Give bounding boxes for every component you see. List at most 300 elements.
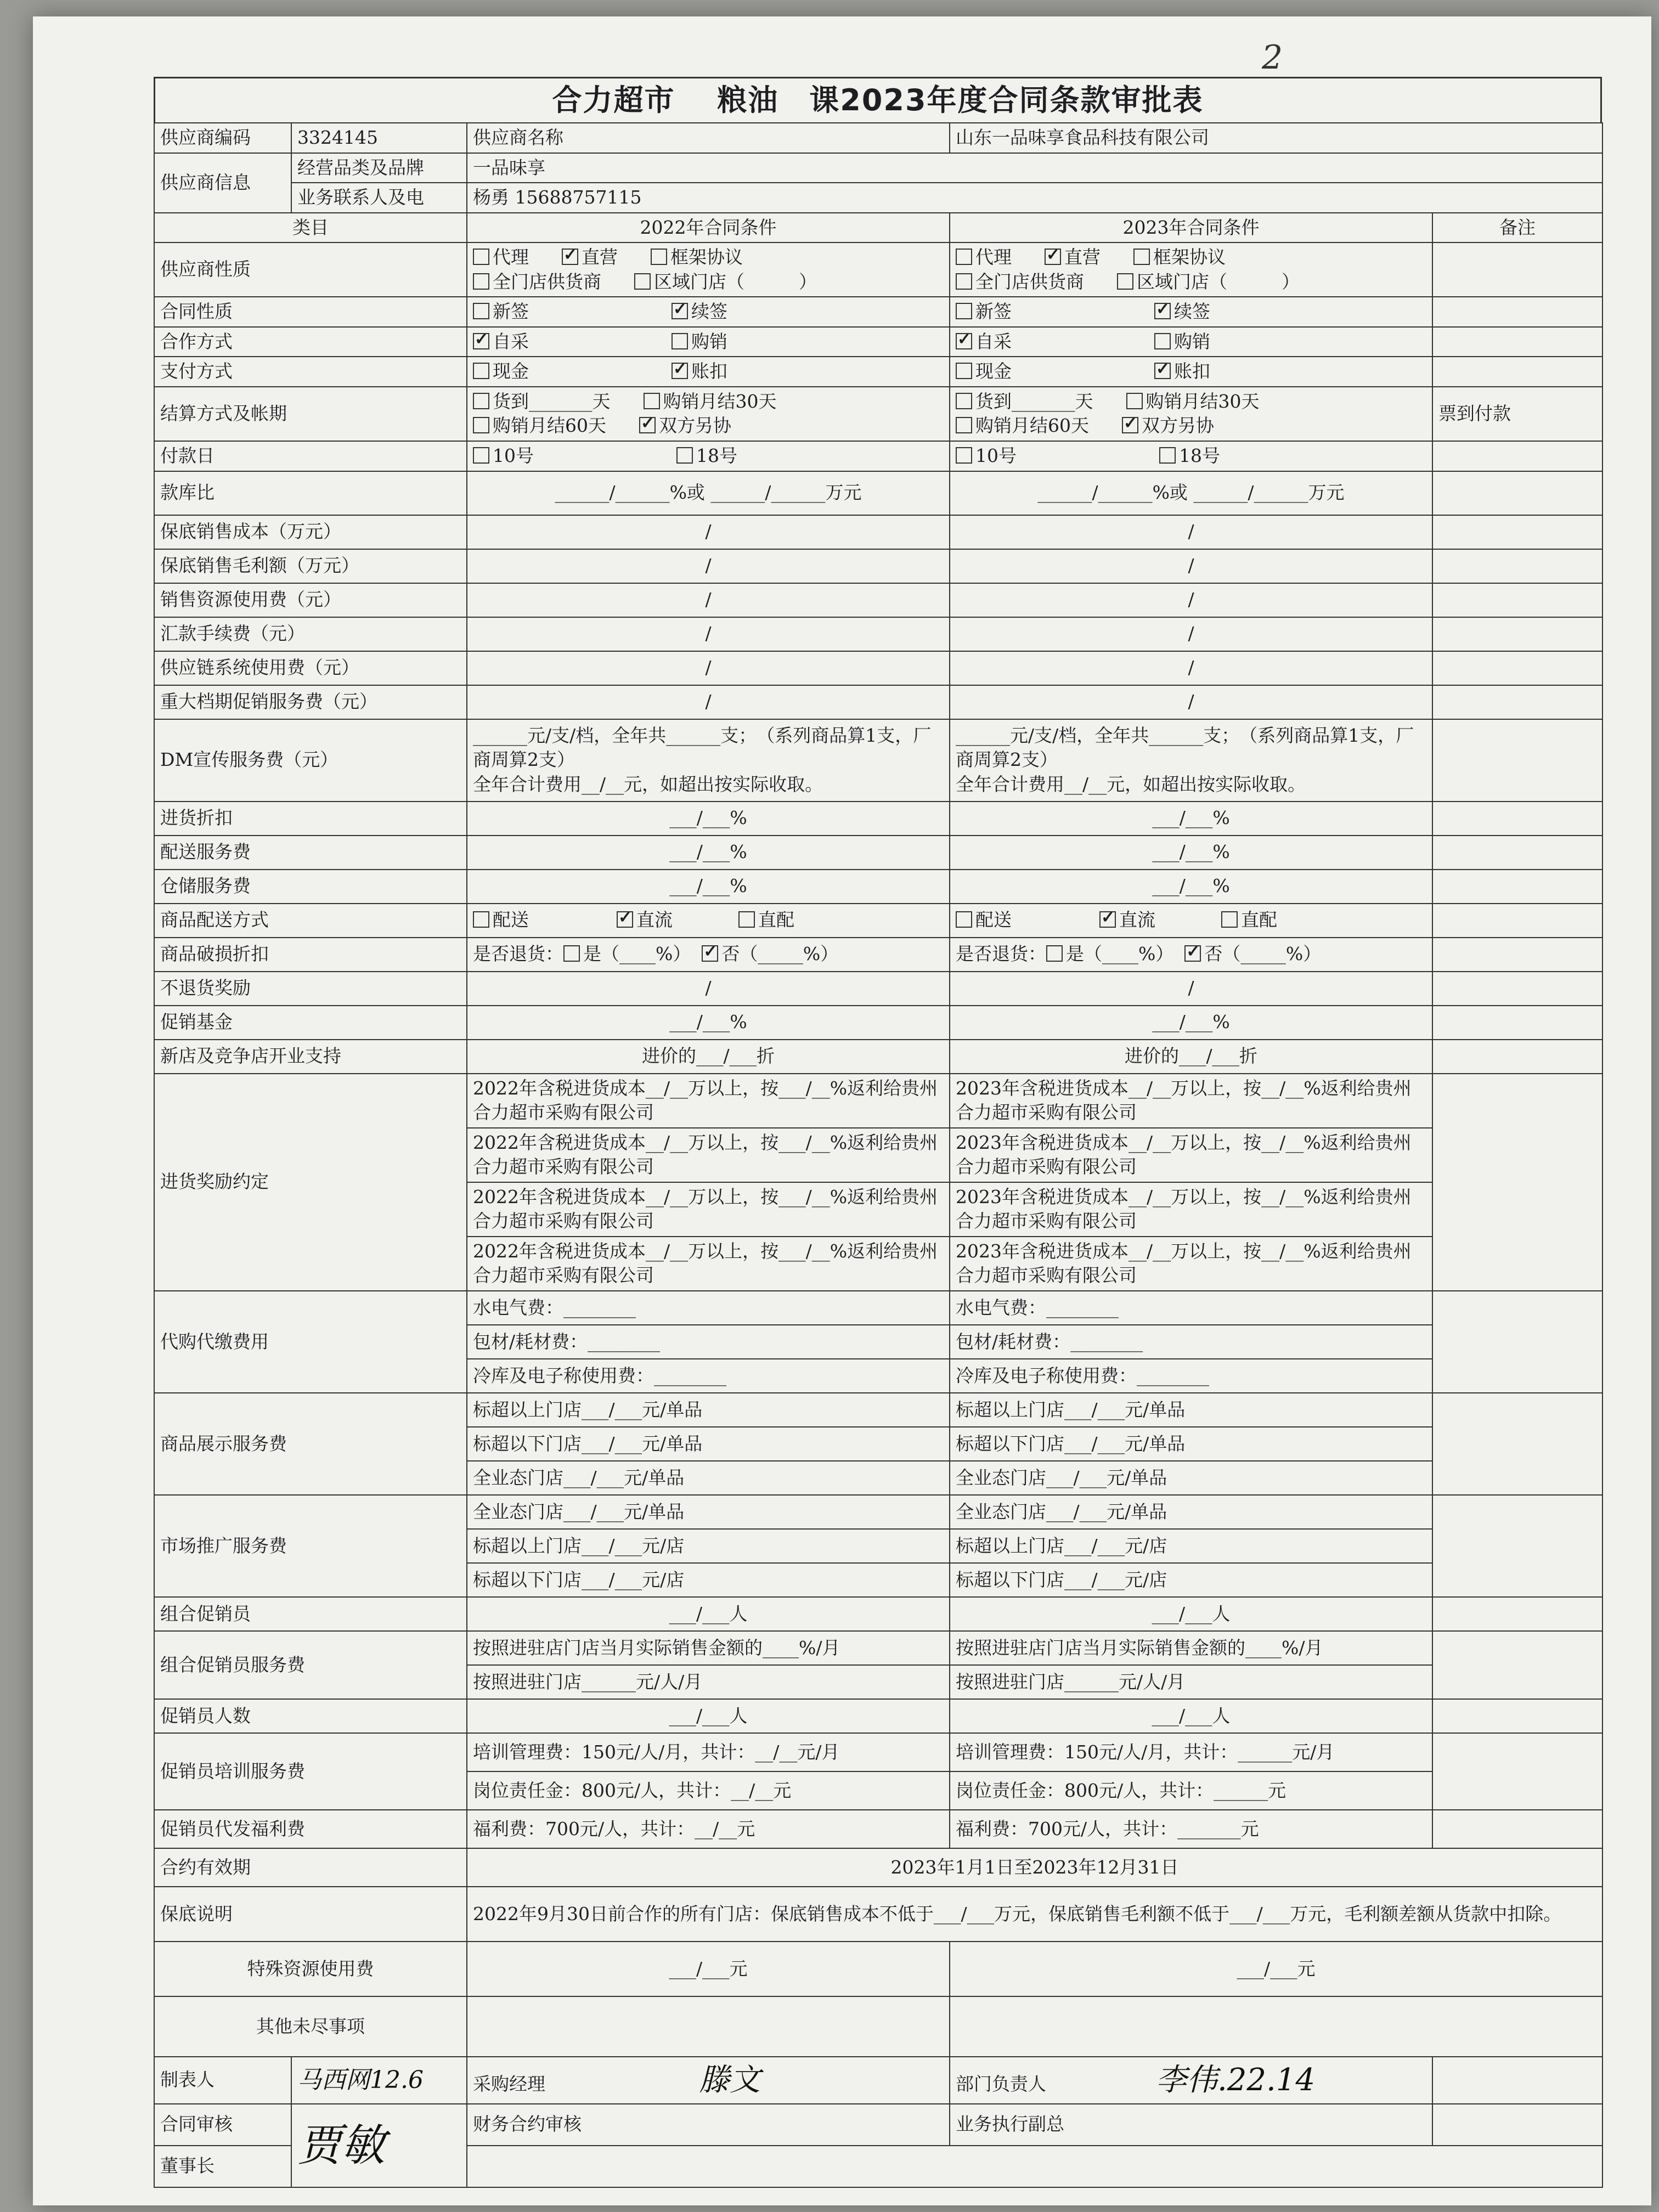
checkbox-checked [562,249,578,265]
cell-note [1432,651,1602,685]
rebate-2022: 2022年含税进货成本__/__万以上，按___/__%返利给贵州合力超市采购有限公司 [467,1128,950,1182]
chair-label: 董事长 [154,2146,291,2187]
opt-label: 代理 [975,246,1012,268]
opt-label: 续签 [691,301,727,323]
row-label: 保底销售毛利额（万元） [154,549,467,583]
dm-2022 [467,719,950,802]
approval-form [154,77,1602,2188]
opt-label: 自采 [975,330,1012,352]
training-row [154,1733,1602,1771]
dept-cell [950,2057,1432,2104]
review-label: 合同审核 [154,2104,291,2146]
checkbox-checked [1184,945,1201,962]
cell-2022: 培训管理费：150元/人/月，共计：__/__元/月 [467,1733,950,1771]
checkbox-checked [1099,911,1116,928]
opt-label: 购销 [1174,330,1210,352]
opt-label: 购销月结60天 [975,415,1089,437]
row-label: 保底销售成本（万元） [154,515,467,549]
damage-2023 [950,938,1432,972]
checkbox-checked [617,911,633,928]
ratio-label: 款库比 [154,471,467,515]
promoter-fee-row [154,1631,1602,1665]
pct-row [154,802,1602,836]
opt-label: 全门店供货商 [975,270,1084,292]
period-row [154,1848,1602,1887]
opt-label: 代理 [493,246,529,268]
cell-note [1432,1810,1602,1848]
cell-2022: / [467,515,950,549]
delivery-2022 [467,904,950,938]
opt-label: 是（____%） [1066,943,1174,965]
opt-label: 18号 [696,445,737,467]
opt-label: 10号 [975,445,1017,467]
row-label: 进货折扣 [154,802,467,836]
coop-row [154,327,1602,357]
cell-note [1432,1291,1602,1393]
cell-note [1432,549,1602,583]
checkbox [473,249,489,265]
checkbox-checked [473,333,489,349]
row-label: 不退货奖励 [154,972,467,1006]
cell-2022: ___/___% [467,802,950,836]
pay-2023 [950,357,1432,387]
cell-2023: 标超以上门店___/___元/店 [950,1529,1432,1563]
checkbox [956,417,972,433]
cell-2023: ___/___% [950,836,1432,870]
cell-2022: / [467,972,950,1006]
opt-label: 新签 [975,301,1012,323]
nature-row [154,242,1602,297]
nature-2023 [950,242,1432,297]
dm-row [154,719,1602,802]
opt-label: 区域门店（ ） [654,270,817,292]
checkbox-checked [672,363,688,379]
header-note: 备注 [1432,213,1602,243]
cell-2022: 岗位责任金：800元/人，共计：__/__元 [467,1771,950,1810]
slash-row [154,685,1602,719]
checkbox-checked [702,945,718,962]
contact-label: 业务联系人及电 [291,183,467,213]
row-label: 保底说明 [154,1887,467,1942]
cell-2022: 福利费：700元/人，共计：__/__元 [467,1810,950,1848]
cell-2022: / [467,617,950,651]
cell-2022: 全业态门店___/___元/单品 [467,1461,950,1495]
cell-2023: ___/___% [950,870,1432,904]
coop-2023 [950,327,1432,357]
ratio-2022: ______/______%或 ______/______万元 [467,471,950,515]
cell-2023: 冷库及电子称使用费：________ [950,1359,1432,1393]
dm-note [1432,719,1602,802]
special-row [154,1942,1602,1996]
damage-label: 商品破损折扣 [154,938,467,972]
cell-2022: 冷库及电子称使用费：________ [467,1359,950,1393]
maker-label: 制表人 [154,2057,291,2104]
cell-2022: ___/___元 [467,1942,950,1996]
pay-row [154,357,1602,387]
row-label: 组合促销员 [154,1597,467,1631]
row-label: 汇款手续费（元） [154,617,467,651]
rebate-2022: 2022年含税进货成本__/__万以上，按___/__%返利给贵州合力超市采购有限公司 [467,1074,950,1128]
checkbox [956,363,972,379]
checkbox [1159,447,1176,464]
delivery-label: 商品配送方式 [154,904,467,938]
row-label: 仓储服务费 [154,870,467,904]
settle-note: 票到付款 [1432,387,1602,441]
opt-label: 双方另协 [659,415,731,437]
paper-sheet [33,16,1651,2205]
dm-2023 [950,719,1432,802]
form-table [154,122,1603,2188]
cell-2023: 按照进驻门店______元/人/月 [950,1665,1432,1699]
pct-row [154,836,1602,870]
opt-label: 区域门店（ ） [1137,270,1300,292]
nature-note [1432,242,1602,297]
checkbox-checked [1154,363,1171,379]
dm-line1: ______元/支/档，全年共______支； （系列商品算1支，厂商周算2支） [473,724,932,771]
cell-2023: ___/___人 [950,1597,1432,1631]
promo-fund-row [154,1006,1602,1040]
opt-label: 直营 [1064,246,1101,268]
payday-2022 [467,441,950,471]
checkbox [956,249,972,265]
cell-2022: 按照进驻门店______元/人/月 [467,1665,950,1699]
coop-label: 合作方式 [154,327,467,357]
cell-note [1432,1733,1602,1810]
cell-2023: ___/___% [950,802,1432,836]
cell-2023: / [950,583,1432,617]
rebate-2022: 2022年含税进货成本__/__万以上，按___/__%返利给贵州合力超市采购有限公司 [467,1182,950,1237]
opt-label: 购销 [691,330,727,352]
cell-2022: 水电气费：________ [467,1291,950,1325]
buyer-cell [467,2057,950,2104]
pay-label: 支付方式 [154,357,467,387]
checkbox-checked [1045,249,1061,265]
cell-2023: / [950,685,1432,719]
ratio-row [154,471,1602,515]
opt-label: 全门店供货商 [493,270,601,292]
checkbox [1154,333,1171,349]
rebate-label: 进货奖励约定 [154,1074,467,1291]
cell-2022: 按照进驻店门店当月实际销售金额的____%/月 [467,1631,950,1665]
opt-label: 续签 [1174,301,1210,323]
cell-2022 [467,1996,950,2057]
row-label: 重大档期促销服务费（元） [154,685,467,719]
opt-label: 配送 [493,909,529,931]
vp-label: 业务执行副总 [950,2104,1432,2146]
dm-line1: ______元/支/档，全年共______支； （系列商品算1支，厂商周算2支） [956,724,1414,771]
opt-label: 账扣 [691,360,727,382]
cell-note [1432,1597,1602,1631]
checkbox [563,945,580,962]
form-title: 合力超市 粮油 课2023年度合同条款审批表 [154,77,1602,122]
cell-note [1432,515,1602,549]
opt-label: 直配 [758,909,794,931]
damage-note [1432,938,1602,972]
cell-2022: ___/___人 [467,1699,950,1733]
corner-mark: 2 [1262,38,1283,77]
row-label: 其他未尽事项 [154,1996,467,2057]
delivery-2023 [950,904,1432,938]
slash-row [154,617,1602,651]
checkbox [473,417,489,433]
dept-extra [1432,2057,1602,2104]
cell-2023: 水电气费：________ [950,1291,1432,1325]
supplier-code-row [154,123,1602,153]
opt-label: 账扣 [1174,360,1210,382]
cell-2023: ___/___% [950,1006,1432,1040]
dm-line2: 全年合计费用__/__元，如超出按实际收取。 [956,773,1306,795]
promoter-row [154,1597,1602,1631]
opt-label: 现金 [493,360,529,382]
signature-row [154,2104,1602,2146]
checkbox [1133,249,1150,265]
row-label: 特殊资源使用费 [154,1942,467,1996]
cell-note [1432,972,1602,1006]
cell-2022: 包材/耗材费：________ [467,1325,950,1359]
cell-2023: 岗位责任金：800元/人，共计：______元 [950,1771,1432,1810]
checkbox [956,911,972,928]
row-label: 配送服务费 [154,836,467,870]
market-label: 市场推广服务费 [154,1495,467,1597]
buyer-label: 采购经理 [473,2073,545,2095]
opt-label: 配送 [975,909,1012,931]
opt-label: 18号 [1179,445,1220,467]
opt-label: 双方另协 [1142,415,1214,437]
row-label: 新店及竞争店开业支持 [154,1040,467,1074]
cell-2022: / [467,651,950,685]
rebate-2023: 2023年含税进货成本__/__万以上，按__/__%返利给贵州合力超市采购有限公司 [950,1237,1432,1291]
agency-row [154,1291,1602,1325]
vp-extra [1432,2104,1602,2146]
checkbox [473,447,489,464]
cell-2022: 标超以下门店___/___元/店 [467,1563,950,1597]
opt-label: 10号 [493,445,534,467]
checkbox [676,447,693,464]
market-row [154,1495,1602,1529]
opt-label: 直配 [1241,909,1277,931]
checkbox [1117,273,1133,290]
chair-signature: 贾敏 [291,2104,467,2187]
display-label: 商品展示服务费 [154,1393,467,1495]
opt-label: 否（_____%） [721,943,839,965]
opt-label: 直流 [636,909,673,931]
checkbox [473,911,489,928]
period-value: 2023年1月1日至2023年12月31日 [467,1848,1602,1887]
checkbox [738,911,755,928]
cell-2022: ___/___人 [467,1597,950,1631]
opt-label: 购销月结30天 [1146,390,1260,412]
info-label: 供应商信息 [154,153,291,213]
cell-2023: 按照进驻店门店当月实际销售金额的____%/月 [950,1631,1432,1665]
cell-2023: 福利费：700元/人，共计：_______元 [950,1810,1432,1848]
dept-label: 部门负责人 [956,2073,1046,2095]
cell-2023: / [950,549,1432,583]
coop-2022 [467,327,950,357]
opt-label: 新签 [493,301,529,323]
settle-2022 [467,387,950,441]
promoter-num-row [154,1699,1602,1733]
name-label: 供应商名称 [467,123,950,153]
opt-label: 直流 [1119,909,1155,931]
newstore-row [154,1040,1602,1074]
checkbox [651,249,667,265]
contact-value: 杨勇 15688757115 [467,183,1602,213]
signature-row [154,2057,1602,2104]
opt-label: 框架协议 [1153,246,1226,268]
checkbox-checked [956,333,972,349]
supplier-brand-row [154,153,1602,183]
cell-2023: 全业态门店___/___元/单品 [950,1495,1432,1529]
checkbox-checked [1122,417,1138,433]
cell-2023: 包材/耗材费：________ [950,1325,1432,1359]
damage-row [154,938,1602,972]
agency-label: 代购代缴费用 [154,1291,467,1393]
maker-signature: 马西网12.6 [291,2057,467,2104]
welfare-row [154,1810,1602,1848]
cell-2022: 标超以上门店___/___元/单品 [467,1393,950,1427]
row-label: 促销员人数 [154,1699,467,1733]
checkbox-checked [672,303,688,319]
damage-question: 是否退货： [956,943,1046,965]
cell-2023: ___/___元 [950,1942,1602,1996]
cell-2022: / [467,583,950,617]
checkbox [672,333,688,349]
slash-row [154,549,1602,583]
cell-2023: ___/___人 [950,1699,1432,1733]
checkbox [473,273,489,290]
other-row [154,1996,1602,2057]
rebate-row [154,1074,1602,1128]
checkbox [473,303,489,319]
checkbox [1046,945,1063,962]
cell-2022: ___/___% [467,870,950,904]
chair-extra [467,2146,1602,2187]
name-value: 山东一品味享食品科技有限公司 [950,123,1602,153]
checkbox [644,393,660,409]
checkbox [634,273,651,290]
cell-note [1432,802,1602,836]
cell-note [1432,1495,1602,1597]
cell-2023: / [950,515,1432,549]
header-category: 类目 [154,213,467,243]
payday-label: 付款日 [154,441,467,471]
nature-2022 [467,242,950,297]
row-label: 促销基金 [154,1006,467,1040]
ratio-note [1432,471,1602,515]
header-2022: 2022年合同条件 [467,213,950,243]
cell-2022: 标超以下门店___/___元/单品 [467,1427,950,1461]
opt-label: 购销月结60天 [493,415,606,437]
contract-2023 [950,297,1432,327]
cell-2023: 标超以下门店___/___元/单品 [950,1427,1432,1461]
row-label: 合约有效期 [154,1848,467,1887]
cell-note [1432,836,1602,870]
opt-label: 货到_______天 [975,390,1093,412]
pct-row [154,870,1602,904]
rebate-2023: 2023年含税进货成本__/__万以上，按__/__%返利给贵州合力超市采购有限公司 [950,1074,1432,1128]
checkbox [956,273,972,290]
opt-label: 直营 [582,246,618,268]
settle-row [154,387,1602,441]
opt-label: 是（____%） [583,943,691,965]
checkbox [473,393,489,409]
header-2023: 2023年合同条件 [950,213,1432,243]
payday-note [1432,441,1602,471]
dm-label: DM宣传服务费（元） [154,719,467,802]
cell-2022: 全业态门店___/___元/单品 [467,1495,950,1529]
finance-label: 财务合约审核 [467,2104,950,2146]
checkbox [956,393,972,409]
code-label: 供应商编码 [154,123,291,153]
row-label: 供应链系统使用费（元） [154,651,467,685]
cell-2023: 进价的___/___折 [950,1040,1432,1074]
cell-2022: / [467,549,950,583]
brand-label: 经营品类及品牌 [291,153,467,183]
cell-note [1432,1631,1602,1699]
opt-label: 否（_____%） [1204,943,1322,965]
slash-row [154,651,1602,685]
cell-2022: 标超以上门店___/___元/店 [467,1529,950,1563]
opt-label: 框架协议 [670,246,743,268]
rebate-note [1432,1074,1602,1291]
promoter-fee-label: 组合促销员服务费 [154,1631,467,1699]
cell-2022: / [467,685,950,719]
pay-note [1432,357,1602,387]
cell-note [1432,583,1602,617]
slash-row [154,583,1602,617]
checkbox [1221,911,1238,928]
cell-2022: 进价的___/___折 [467,1040,950,1074]
delivery-note [1432,904,1602,938]
rebate-2022: 2022年含税进货成本__/__万以上，按___/__%返利给贵州合力超市采购有限公司 [467,1237,950,1291]
contract-note [1432,297,1602,327]
row-label: 销售资源使用费（元） [154,583,467,617]
checkbox [473,363,489,379]
opt-label: 货到_______天 [493,390,611,412]
header-row [154,213,1602,243]
checkbox-checked [1154,303,1171,319]
cell-2023: / [950,651,1432,685]
cell-2023: 标超以下门店___/___元/店 [950,1563,1432,1597]
cell-2023 [950,1996,1602,2057]
opt-label: 购销月结30天 [663,390,777,412]
settle-2023 [950,387,1432,441]
guarantee-row [154,1887,1602,1942]
training-label: 促销员培训服务费 [154,1733,467,1810]
coop-note [1432,327,1602,357]
dm-line2: 全年合计费用__/__元，如超出按实际收取。 [473,773,823,795]
cell-2023: 标超以上门店___/___元/单品 [950,1393,1432,1427]
contract-row [154,297,1602,327]
cell-2023: 培训管理费：150元/人/月，共计：______元/月 [950,1733,1432,1771]
rebate-2023: 2023年含税进货成本__/__万以上，按__/__%返利给贵州合力超市采购有限公司 [950,1128,1432,1182]
checkbox-checked [639,417,656,433]
delivery-row [154,904,1602,938]
payday-row [154,441,1602,471]
noreturn-row [154,972,1602,1006]
cell-note [1432,1699,1602,1733]
cell-note [1432,1040,1602,1074]
checkbox [956,303,972,319]
cell-note [1432,870,1602,904]
cell-note [1432,685,1602,719]
contract-2022 [467,297,950,327]
cell-note [1432,617,1602,651]
payday-2023 [950,441,1432,471]
damage-2022 [467,938,950,972]
checkbox [1126,393,1143,409]
ratio-2023: ______/______%或 ______/______万元 [950,471,1432,515]
